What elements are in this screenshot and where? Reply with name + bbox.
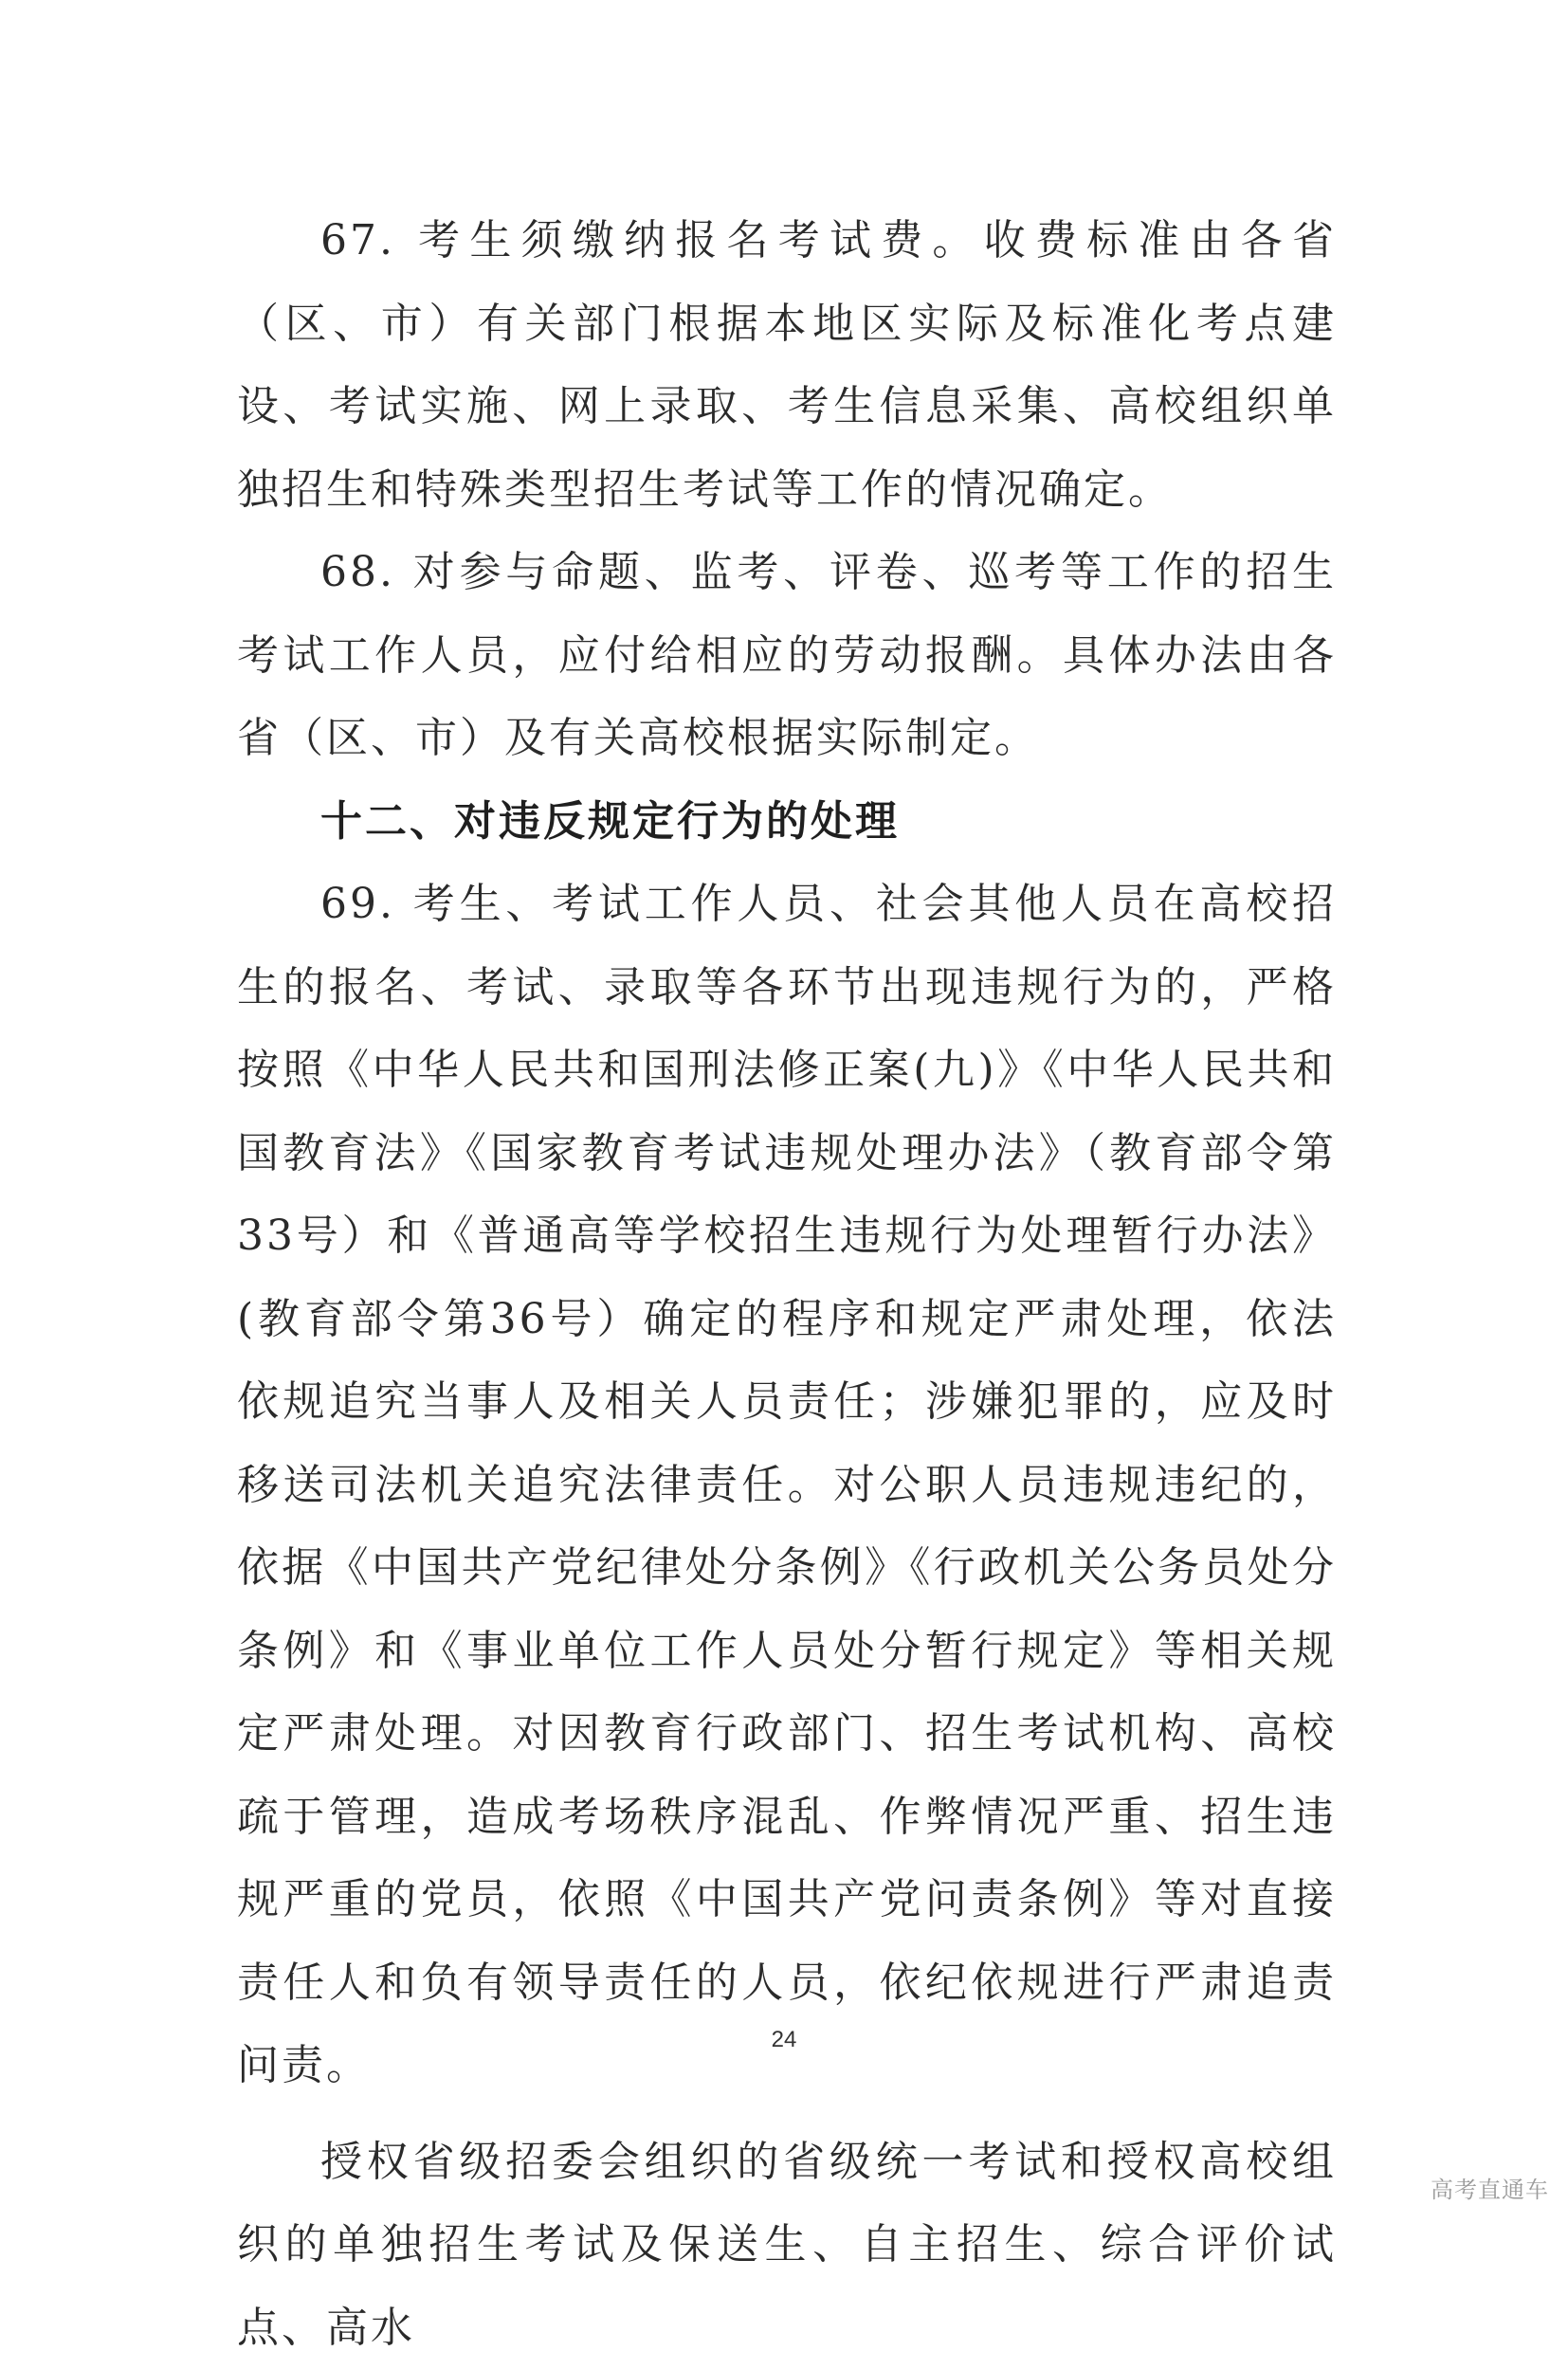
paragraph-67: 67. 考生须缴纳报名考试费。收费标准由各省（区、市）有关部门根据本地区实际及标准化考点建设、考试实施、网上录取、考生信息采集、高校组织单独招生和特殊类型招生考试等工作的情况确定。 [237, 199, 1337, 531]
page-number: 24 [0, 2027, 1568, 2053]
paragraph-authorization: 授权省级招委会组织的省级统一考试和授权高校组织的单独招生考试及保送生、自主招生、综合评价试点、高水 [237, 2121, 1337, 2369]
paragraph-68: 68. 对参与命题、监考、评卷、巡考等工作的招生考试工作人员，应付给相应的劳动报酬。具体办法由各省（区、市）及有关高校根据实际制定。 [237, 531, 1337, 780]
paragraph-69: 69. 考生、考试工作人员、社会其他人员在高校招生的报名、考试、录取等各环节出现违规行为的，严格按照《中华人民共和国刑法修正案(九)》《中华人民共和国教育法》《国家教育考试违规处理办法》（教育部令第33号）和《普通高等学校招生违规行为处理暂行办法》(教育部令第36号）确定的程序和规定严肃处理，依法依规追究当事人及相关人员责任；涉嫌犯罪的，应及时移送司法机关追究法律责任。对公职人员违规违纪的，依据《中国共产党纪律处分条例》《行政机关公务员处分条例》和《事业单位工作人员处分暂行规定》等相关规定严肃处理。对因教育行政部门、招生考试机构、高校疏于管理，造成考场秩序混乱、作弊情况严重、招生违规严重的党员，依照《中国共产党问责条例》等对直接责任人和负有领导责任的人员，依纪依规进行严肃追责问责。 [237, 863, 1337, 2107]
section-heading-12: 十二、对违反规定行为的处理 [237, 780, 1337, 864]
watermark: 高考直通车 [1431, 2171, 1549, 2204]
